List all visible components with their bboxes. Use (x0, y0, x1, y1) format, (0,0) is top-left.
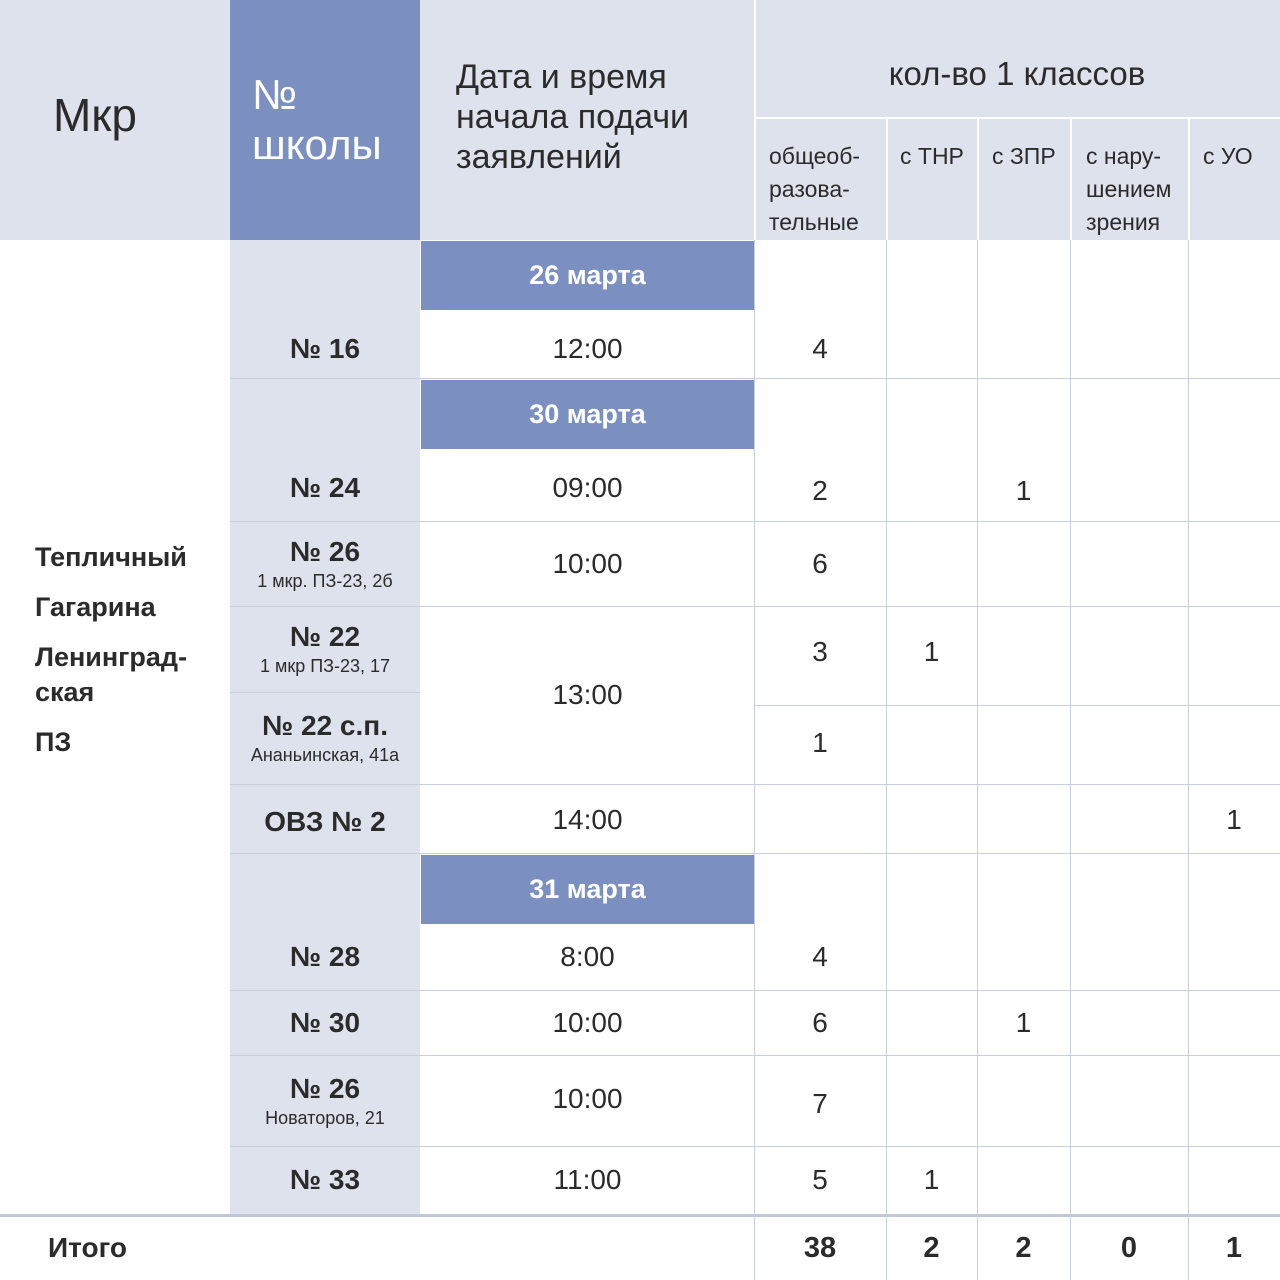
header-sub-zpr (992, 0, 1072, 240)
row-time: 10:00 (552, 1006, 623, 1038)
cell-general: 4 (812, 941, 828, 972)
header-sub-line: разова- (769, 176, 850, 202)
cell-zpr: 1 (1015, 1006, 1032, 1038)
date-band-30: 30 марта (421, 380, 754, 449)
table-row-school (230, 606, 420, 692)
row-time: 13:00 (552, 679, 623, 710)
header-date-line: Дата и время (456, 58, 667, 96)
table-row-school (230, 455, 420, 521)
header-col-divider (886, 118, 888, 240)
row-time: 10:00 (552, 547, 623, 579)
school-name: № 16 (289, 333, 361, 364)
header-sub-line: с УО (1203, 143, 1253, 169)
school-name: № 30 (289, 1006, 361, 1038)
table-row-school (230, 924, 420, 990)
header-sub-vision (1086, 0, 1186, 240)
header-date-time (420, 0, 754, 240)
school-name: № 33 (289, 1164, 361, 1195)
school-address: 1 мкр ПЗ-23, 17 (259, 656, 391, 676)
header-sub-line: шением (1086, 176, 1172, 202)
date-band-26: 26 марта (421, 241, 754, 310)
row-time: 14:00 (552, 804, 623, 835)
header-sub-line: с ЗПР (992, 143, 1056, 169)
school-name: № 28 (289, 941, 361, 972)
total-vision: 0 (1120, 1232, 1138, 1264)
header-sub-line: зрения (1086, 209, 1161, 235)
header-date-line: начала подачи (456, 98, 690, 136)
school-address: Новаторов, 21 (265, 1107, 385, 1128)
header-school-number (230, 0, 420, 240)
header-count-title: кол-во 1 классов (888, 55, 1146, 92)
header-col-divider (1070, 118, 1072, 240)
district-list (35, 540, 225, 775)
cell-general: 6 (812, 1006, 828, 1038)
table-row-school (230, 990, 420, 1055)
header-sub-line: с нару- (1086, 143, 1162, 169)
school-name: № 24 (289, 472, 361, 503)
cell-general: 4 (812, 333, 828, 364)
header-sub-uo (1203, 0, 1280, 240)
school-name: № 22 с.п. (262, 710, 388, 741)
table-row-school (230, 1055, 420, 1146)
school-name: № 22 (289, 621, 361, 652)
header-sub-line: тельные (769, 209, 859, 235)
header-sub-line: общеоб- (769, 143, 861, 169)
table-row-school (230, 1146, 420, 1214)
district-name: ская (35, 677, 95, 707)
cell-general: 1 (812, 726, 828, 758)
header-school-line1: № (252, 71, 298, 118)
district-name: Гагарина (35, 592, 156, 622)
row-time: 12:00 (552, 333, 623, 364)
header-col-divider (1188, 118, 1190, 240)
totals-label: Итого (48, 1232, 127, 1263)
row-time: 10:00 (552, 1083, 623, 1114)
grid-col (1070, 240, 1071, 1280)
row-time: 09:00 (552, 472, 623, 503)
header-sub-tnr (900, 0, 980, 240)
table-row-school (230, 692, 420, 784)
cell-uo: 1 (1226, 804, 1242, 835)
cell-zpr: 1 (1015, 475, 1032, 506)
grid-col (977, 240, 978, 1280)
row-time: 8:00 (560, 941, 615, 972)
header-sub-general (769, 0, 889, 240)
row-time: 11:00 (553, 1164, 622, 1195)
table-row-school (230, 784, 420, 860)
cell-general: 3 (812, 636, 828, 667)
district-name: ПЗ (35, 727, 72, 757)
cell-general: 6 (812, 547, 828, 579)
total-general: 38 (803, 1232, 837, 1264)
school-address: Ананьинская, 41а (250, 745, 400, 765)
table-row-school (230, 521, 420, 606)
school-address: 1 мкр. ПЗ-23, 2б (257, 570, 393, 591)
school-name: ОВЗ № 2 (264, 806, 386, 837)
header-mkr: Мкр (52, 89, 138, 141)
total-uo: 1 (1225, 1232, 1243, 1264)
district-name: Ленинград- (35, 642, 188, 672)
cell-tnr: 1 (923, 636, 940, 667)
grid-col (1188, 240, 1189, 1280)
header-date-line: заявлений (456, 138, 622, 176)
grid-col (886, 240, 887, 1280)
header-sub-line: с ТНР (900, 143, 964, 169)
header-divider (754, 117, 1280, 119)
header-col-divider (977, 118, 979, 240)
table-row-school (230, 318, 420, 380)
total-zpr: 2 (1015, 1232, 1032, 1264)
school-name: № 26 (289, 535, 361, 567)
cell-tnr: 1 (923, 1164, 940, 1195)
total-tnr: 2 (923, 1232, 940, 1264)
school-name: № 26 (289, 1072, 361, 1104)
date-band-31: 31 марта (421, 855, 754, 924)
cell-general: 7 (812, 1088, 828, 1119)
cell-general: 2 (812, 475, 828, 506)
header-col-divider (754, 0, 756, 240)
header-school-line2: школы (252, 121, 382, 168)
cell-general: 5 (812, 1164, 828, 1195)
district-name: Тепличный (35, 542, 187, 572)
